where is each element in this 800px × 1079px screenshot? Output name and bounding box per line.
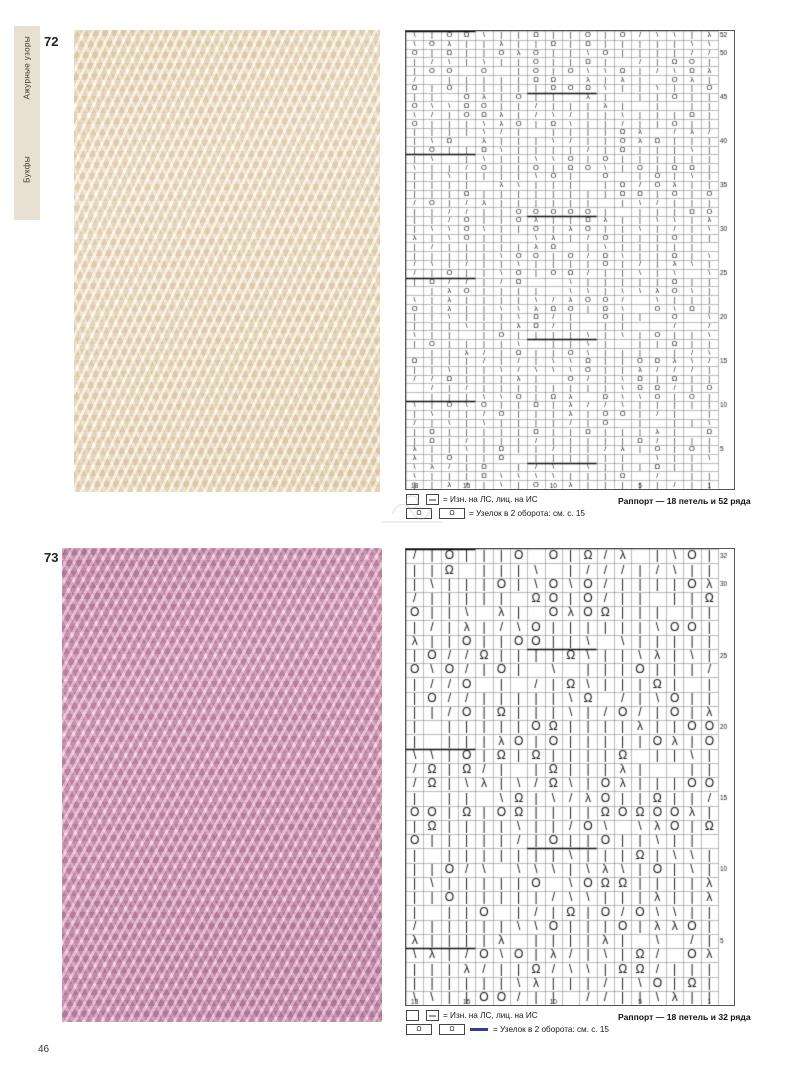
legend-text-knot-2: = Узелок в 2 оборота: см. с. 15: [493, 1025, 609, 1034]
legend-symbol-knot-alt-2: Ω: [439, 1024, 465, 1035]
legend-symbol-knot-alt: Ω: [439, 508, 465, 519]
legend-text-purl: = Изн. на ЛС, лиц. на ИС: [443, 495, 538, 504]
legend-symbol-blank-2: [406, 1010, 419, 1021]
page-number: 46: [38, 1044, 50, 1055]
legend-row-purl-2: [406, 1010, 609, 1021]
pattern-number-72: 72: [44, 34, 59, 49]
knitting-chart-73: [405, 548, 735, 1006]
legend-text-purl-2: = Изн. на ЛС, лиц. на ИС: [443, 1011, 538, 1020]
watermark-logo: [372, 484, 452, 530]
pattern-number-73: 73: [44, 550, 59, 565]
chart-legend-73: [406, 1010, 609, 1038]
legend-symbol-knot: Ω: [406, 508, 432, 519]
section-tab-label-2: Букфы: [22, 156, 32, 183]
legend-blue-line: [470, 1028, 488, 1031]
rapport-label-72: Раппорт — 18 петель и 52 ряда: [618, 496, 751, 506]
legend-row-knot-2: [406, 1024, 609, 1035]
knitted-swatch-pink: [62, 548, 382, 1022]
legend-symbol-knot-2: Ω: [406, 1024, 432, 1035]
section-tab: [14, 26, 40, 220]
legend-text-knot: = Узелок в 2 оборота: см. с. 15: [469, 509, 585, 518]
legend-symbol-purl-2: [426, 1010, 439, 1021]
rapport-label-73: Раппорт — 18 петель и 32 ряда: [618, 1012, 751, 1022]
section-tab-label-1: Ажурные узоры: [22, 36, 32, 100]
knitting-chart-72: [405, 30, 735, 490]
knitted-swatch-cream: [74, 30, 380, 492]
